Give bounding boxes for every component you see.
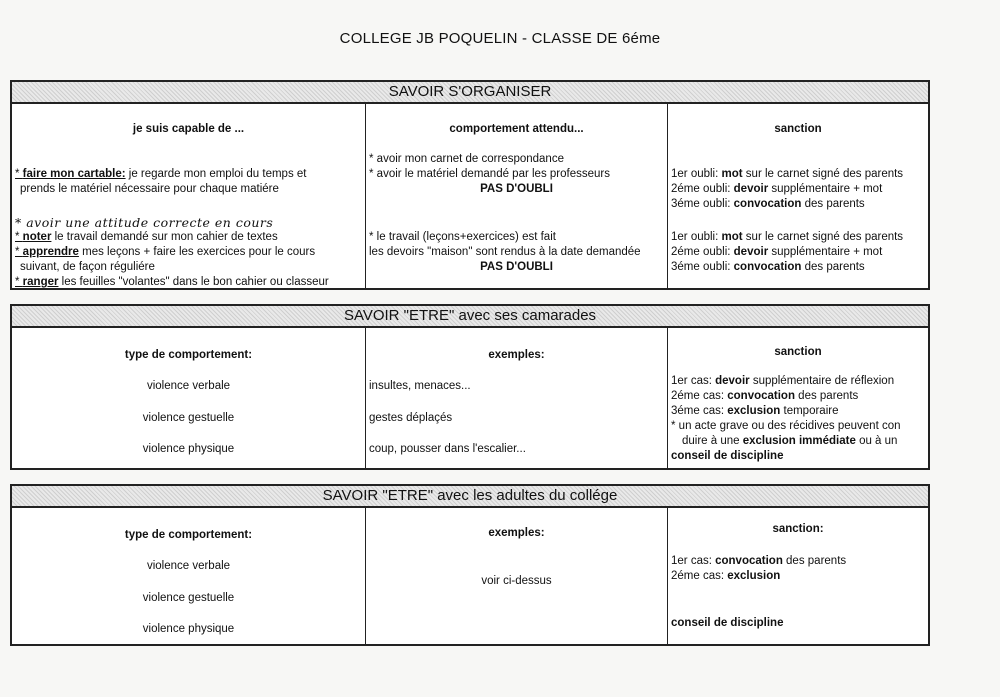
example-text: gestes déplaçés [369, 412, 453, 424]
discipline-council: conseil de discipline [671, 617, 784, 629]
section-title: SAVOIR "ETRE" avec ses camarades [343, 307, 597, 324]
column-sanction [667, 508, 928, 644]
column-exemples [365, 328, 667, 468]
sanction-line: 3éme oubli: convocation des parents [671, 261, 865, 273]
sanction-line: 2éme cas: exclusion [671, 570, 781, 582]
behavior-type: violence verbale [146, 560, 231, 572]
column-header: je suis capable de ... [132, 123, 245, 135]
column-comportement [365, 104, 667, 288]
document-title: COLLEGE JB POQUELIN - CLASSE DE 6éme [339, 30, 661, 47]
column-header: comportement attendu... [449, 123, 584, 135]
column-type [12, 328, 365, 468]
grave-act-line: * un acte grave ou des récidives peuvent con [671, 420, 901, 432]
no-forget-label: PAS D'OUBLI [480, 261, 553, 273]
column-header: sanction: [772, 523, 824, 535]
line-cartable: * faire mon cartable: je regarde mon emploi du temps et [15, 168, 307, 180]
line-cartable-2: prends le matériel nécessaire pour chaque matiére [20, 183, 279, 195]
expected-line: les devoirs "maison" sont rendus à la date demandée [369, 246, 641, 258]
column-exemples [365, 508, 667, 644]
sanction-line: 1er cas: devoir supplémentaire de réflexion [671, 375, 895, 387]
line-noter: * noter le travail demandé sur mon cahier de textes [15, 231, 278, 243]
expected-line: * le travail (leçons+exercices) est fait [369, 231, 556, 243]
sanction-line: 1er oubli: mot sur le carnet signé des parents [671, 231, 904, 243]
section-title: SAVOIR S'ORGANISER [388, 83, 552, 100]
column-header: type de comportement: [124, 349, 253, 361]
example-text: coup, pousser dans l'escalier... [369, 443, 526, 455]
expected-line: * avoir le matériel demandé par les professeurs [369, 168, 610, 180]
column-header: exemples: [488, 527, 545, 539]
expected-line: * avoir mon carnet de correspondance [369, 153, 564, 165]
behavior-type: violence gestuelle [142, 412, 235, 424]
sanction-line: 2éme oubli: devoir supplémentaire + mot [671, 183, 883, 195]
column-header: exemples: [488, 349, 545, 361]
example-text: voir ci-dessus [481, 575, 552, 587]
sanction-line: 3éme oubli: convocation des parents [671, 198, 865, 210]
section-savoir-organiser [10, 80, 930, 290]
example-text: insultes, menaces... [369, 380, 471, 392]
behavior-type: violence physique [142, 623, 235, 635]
sanction-line: 1er oubli: mot sur le carnet signé des parents [671, 168, 904, 180]
grave-act-line-2: duire à une exclusion immédiate ou à un [682, 435, 898, 447]
behavior-type: violence physique [142, 443, 235, 455]
sanction-line: 2éme oubli: devoir supplémentaire + mot [671, 246, 883, 258]
column-header: type de comportement: [124, 529, 253, 541]
sanction-line: 3éme cas: exclusion temporaire [671, 405, 839, 417]
column-sanction [667, 328, 928, 468]
handwritten-note: * avoir une attitude correcte en cours [15, 215, 274, 230]
section-band [12, 486, 928, 508]
behavior-type: violence verbale [146, 380, 231, 392]
section-savoir-etre-camarades [10, 304, 930, 470]
column-header: sanction [774, 346, 822, 358]
section-band [12, 306, 928, 328]
section-band [12, 82, 928, 104]
discipline-council: conseil de discipline [671, 450, 784, 462]
behavior-type: violence gestuelle [142, 592, 235, 604]
sanction-line: 1er cas: convocation des parents [671, 555, 847, 567]
column-capable [12, 104, 365, 288]
no-forget-label: PAS D'OUBLI [480, 183, 553, 195]
line-ranger: * ranger les feuilles "volantes" dans le bon cahier ou classeur [15, 276, 329, 288]
column-sanction [667, 104, 928, 288]
line-apprendre: * apprendre mes leçons + faire les exercices pour le cours [15, 246, 316, 258]
section-savoir-etre-adultes [10, 484, 930, 646]
column-header: sanction [774, 123, 822, 135]
sanction-line: 2éme cas: convocation des parents [671, 390, 859, 402]
column-type [12, 508, 365, 644]
line-apprendre-2: suivant, de façon réguliére [20, 261, 155, 273]
section-title: SAVOIR "ETRE" avec les adultes du collége [322, 487, 618, 504]
